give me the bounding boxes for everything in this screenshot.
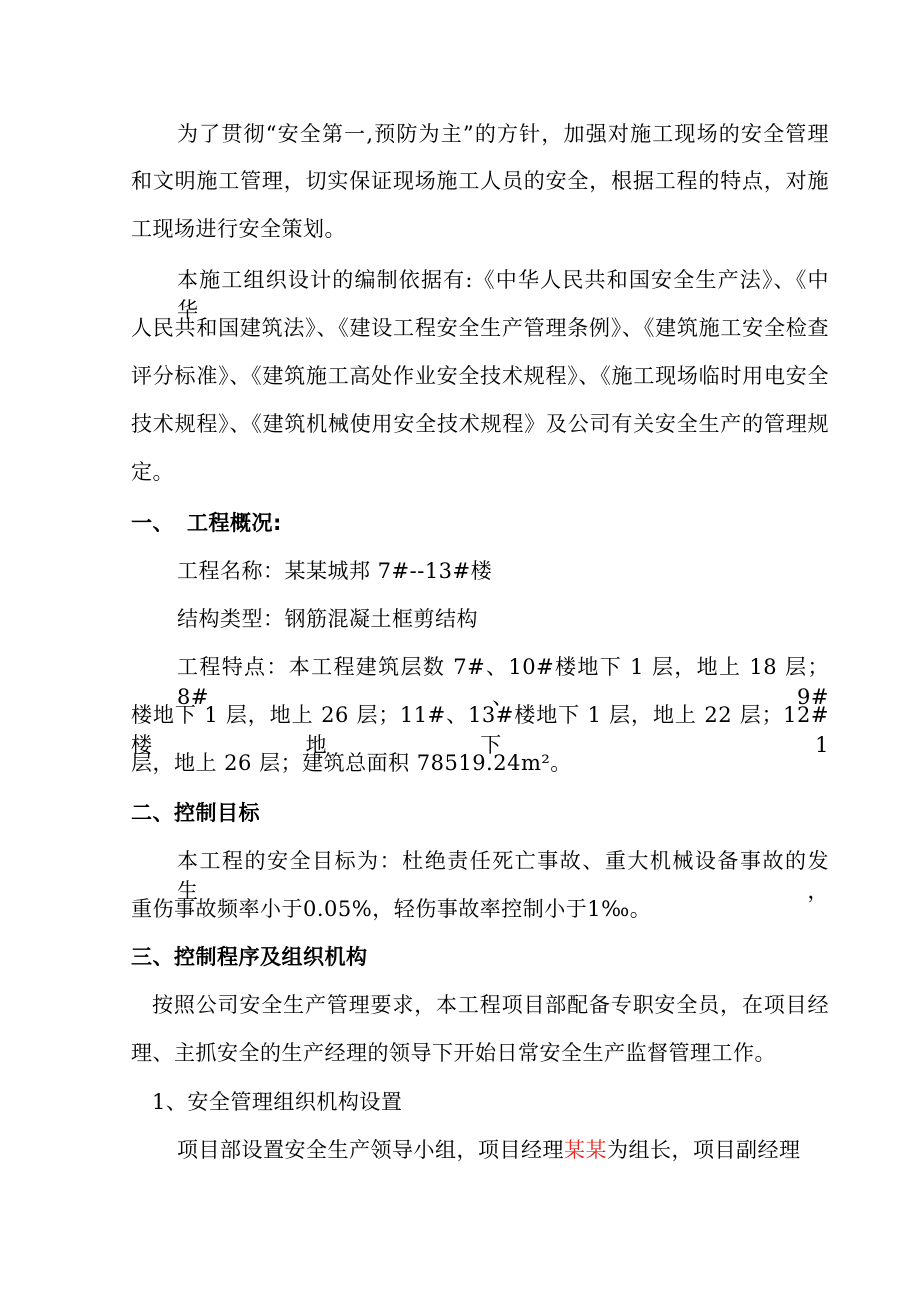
subsection1-title: 1、安全管理组织机构设置: [152, 1090, 403, 1114]
section3-line-1: 按照公司安全生产管理要求，本工程项目部配备专职安全员，在项目经: [152, 993, 829, 1017]
section1-number: 一、: [131, 511, 174, 535]
section2-line-1: 本工程的安全目标为：杜绝责任死亡事故、重大机械设备事故的发生，: [177, 849, 829, 903]
project-manager-name: 某某: [564, 1138, 607, 1162]
section2-line-2: 重伤事故频率小于0.05%，轻伤事故率控制小于1‰。: [131, 897, 652, 921]
intro-p2-line-2: 人民共和国建筑法》、《建设工程安全生产管理条例》、《建筑施工安全检查: [131, 316, 829, 340]
project-name-line: 工程名称：某某城邦 7#--13#楼: [177, 559, 493, 583]
intro-p1-line-1: 为了贯彻“安全第一,预防为主”的方针，加强对施工现场的安全管理: [177, 122, 829, 146]
features-line-2: 楼地下 1 层，地上 26 层；11#、13#楼地下 1 层，地上 22 层；12#楼地下 1: [131, 703, 829, 757]
section2-title: 二、控制目标: [131, 801, 260, 825]
features-line-1: 工程特点：本工程建筑层数 7#、10#楼地下 1 层，地上 18 层；8#、9#: [177, 655, 829, 709]
section3-line-2: 理、主抓安全的生产经理的领导下开始日常安全生产监督管理工作。: [131, 1041, 776, 1065]
subsection1-text-after: 为组长，项目副经理: [607, 1138, 801, 1162]
intro-p2-line-5: 定。: [131, 460, 174, 484]
intro-p2-line-3: 评分标准》、《建筑施工高处作业安全技术规程》、《施工现场临时用电安全: [131, 364, 829, 388]
subsection1-line-1: [177, 1135, 801, 1165]
section1-title: 工程概况:: [187, 511, 282, 535]
features-line-3: 层，地上 26 层；建筑总面积 78519.24m²。: [131, 751, 572, 775]
intro-p2-line-4: 技术规程》、《建筑机械使用安全技术规程》及公司有关安全生产的管理规: [131, 412, 829, 436]
subsection1-text-before: 项目部设置安全生产领导小组，项目经理: [177, 1138, 564, 1162]
intro-p1-line-3: 工现场进行安全策划。: [131, 217, 346, 241]
intro-p2-line-1: 本施工组织设计的编制依据有:《中华人民共和国安全生产法》、《中华: [177, 268, 829, 322]
intro-p1-line-2: 和文明施工管理，切实保证现场施工人员的安全，根据工程的特点，对施: [131, 169, 829, 193]
section3-title: 三、控制程序及组织机构: [131, 945, 368, 969]
structure-type-line: 结构类型：钢筋混凝土框剪结构: [177, 607, 478, 631]
